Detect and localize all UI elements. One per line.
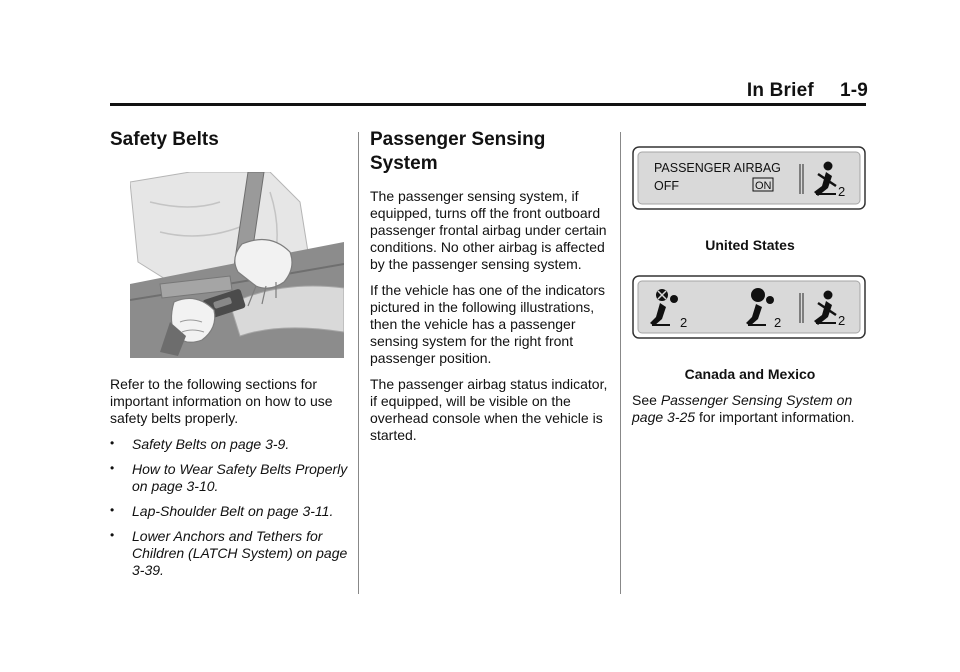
passenger-sensing-section xyxy=(370,128,610,453)
safety-belts-intro: Refer to the following sections for important information on how to use safety belts properly. xyxy=(110,376,333,426)
seat-number: 2 xyxy=(774,315,782,330)
page-header xyxy=(747,80,868,102)
reference-link[interactable]: • Lap-Shoulder Belt on page 3-11. xyxy=(110,503,334,519)
see-prefix: See xyxy=(632,392,657,408)
us-caption: United States xyxy=(705,237,795,253)
heading-line: System xyxy=(370,153,438,174)
passenger-sensing-heading xyxy=(370,128,610,176)
reference-text: Lap-Shoulder Belt on page 3-11 xyxy=(132,503,330,519)
indicator-section xyxy=(632,128,868,426)
see-reference-link[interactable]: Passenger Sensing System on page 3-25 xyxy=(632,392,853,425)
seat-number: 2 xyxy=(838,184,846,199)
bullet: • xyxy=(110,461,115,475)
canada-caption: Canada and Mexico xyxy=(684,366,816,382)
off-label: OFF xyxy=(654,179,679,193)
safety-belt-reference-list xyxy=(110,436,350,579)
column-divider xyxy=(620,132,621,594)
reference-text: Safety Belts on page 3-9 xyxy=(132,436,286,452)
canada-indicator-graphic xyxy=(632,275,866,339)
chapter-title: In Brief xyxy=(746,80,814,101)
page-number: 1-9 xyxy=(839,80,868,101)
body-paragraph: The passenger airbag status indicator, if equipped, will be visible on the overhead console when the vehicle is started. xyxy=(370,376,608,443)
seat-number: 2 xyxy=(680,315,688,330)
body-paragraph: If the vehicle has one of the indicators pictured in the following illustrations, then the vehicle has a passenger sensing system for the right front passenger position. xyxy=(370,282,606,366)
bullet: • xyxy=(110,503,115,517)
on-label: ON xyxy=(755,180,772,192)
passenger-airbag-label: PASSENGER AIRBAG xyxy=(654,161,781,175)
us-indicator-panel xyxy=(632,146,868,253)
reference-link[interactable]: • Safety Belts on page 3-9. xyxy=(110,436,290,452)
reference-link[interactable]: • Lower Anchors and Tethers for Children (LATCH System) on page 3-39. xyxy=(110,528,348,578)
see-suffix: for important information. xyxy=(698,409,855,425)
safety-belts-section xyxy=(110,128,350,587)
heading-line: Passenger Sensing xyxy=(370,129,546,150)
header-rule xyxy=(110,103,866,106)
reference-text: Lower Anchors and Tethers for Children (LATCH System) on page 3-39 xyxy=(132,528,348,578)
safety-belts-heading: Safety Belts xyxy=(110,129,219,150)
column-divider xyxy=(358,132,359,594)
reference-link[interactable]: • How to Wear Safety Belts Properly on page 3-10. xyxy=(110,461,348,494)
us-indicator-graphic xyxy=(632,146,866,210)
safety-belt-illustration xyxy=(130,172,344,358)
body-paragraph: The passenger sensing system, if equipped, turns off the front outboard passenger frontal airbag under certain conditions. No other airbag is affected by the passenger sensing system. xyxy=(370,188,607,272)
bullet: • xyxy=(110,528,115,542)
seat-number: 2 xyxy=(838,313,846,328)
bullet: • xyxy=(110,436,115,450)
canada-indicator-panel xyxy=(632,275,868,382)
see-reference xyxy=(632,392,868,426)
reference-text: How to Wear Safety Belts Properly on page 3-10 xyxy=(132,461,348,494)
